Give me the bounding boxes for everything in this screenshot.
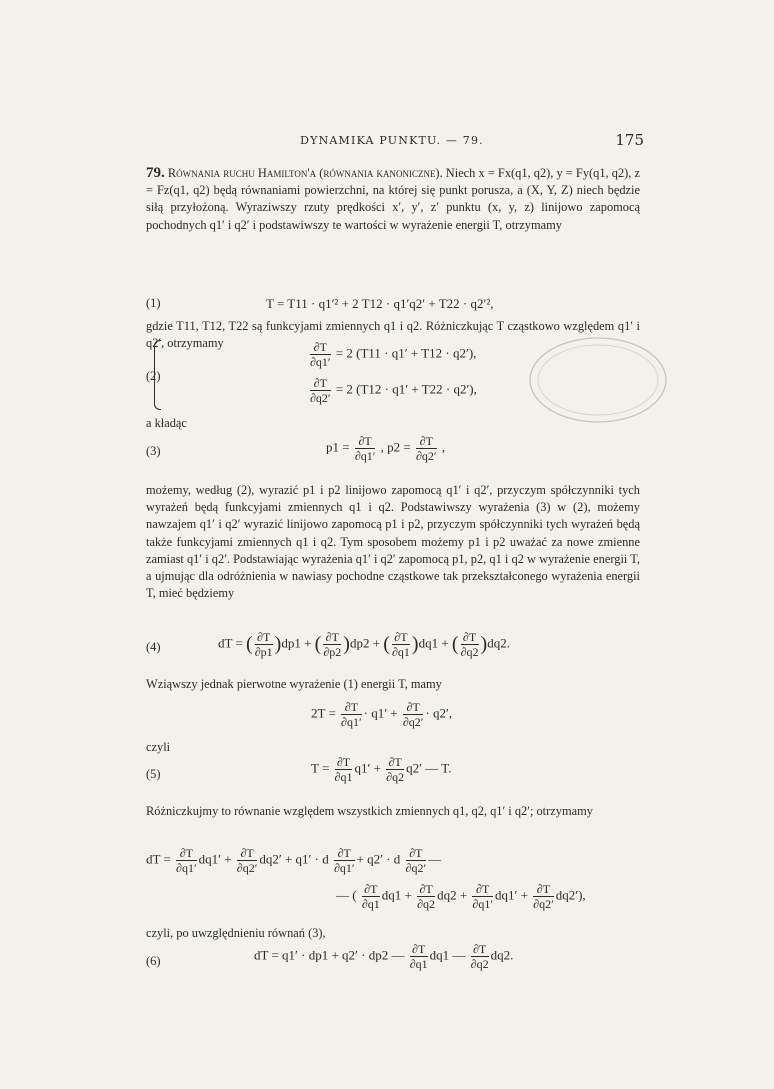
paragraph-8: czyli, po uwzględnieniu równań (3), [146, 926, 326, 940]
equation-number: (6) [146, 954, 161, 968]
fraction: $\frac{\partial T}{\partial q1'}$ [310, 340, 331, 369]
equation-number: (4) [146, 640, 161, 654]
section-title: Równania ruchu Hamilton'a [167, 166, 317, 180]
fraction: $\frac{\partial T}{\partial q2'}$ [310, 376, 331, 405]
equation-6a: dT = $\frac{\partial T}{\partial q1'}$ dq1′ + $\frac{\partial T}{\partial q2'}$ dq2′ + q1′ · d $\frac{\partial T}{\partial q1'}$ + q2′ · d $\frac{\partial T}{\partial q2'}$ — [146, 846, 442, 875]
running-title: DYNAMIKA PUNKTU. — 79. [300, 134, 484, 147]
paragraph-3: a kładąc [146, 416, 187, 430]
equation-number: (5) [146, 767, 161, 781]
equation-1 [146, 290, 640, 320]
equation-3: (3) p1 = $\frac{\partial T}{\partial q1'}$ , p2 = $\frac{\partial T}{\partial q2'}$ , [146, 434, 446, 463]
equation-number: (3) [146, 444, 161, 458]
equation-number: (1) [146, 296, 161, 310]
equation-number: (2) [146, 369, 161, 383]
equation-6b: — ( $\frac{\partial T}{\partial q1}$ dq1 + $\frac{\partial T}{\partial q2}$ dq2 + $\frac{\partial T}{\partial q1'}$ dq1′ + $\frac{\partial T}{\partial q2'}$ dq2′), [336, 882, 586, 911]
equation-rhs: = 2 (T11 · q1′ + T12 · q2′), [335, 345, 477, 361]
equation-rhs: = 2 (T12 · q1′ + T22 · q2′), [335, 381, 477, 397]
section-number: 79. [146, 165, 165, 181]
section-subtitle: (równania kanoniczne). [319, 166, 443, 180]
equation-body: T = T11 · q1′² + 2 T12 · q1′q2′ + T22 · q2′², [266, 296, 494, 311]
equation-5: (5) T = $\frac{\partial T}{\partial q1}$ q1′ + $\frac{\partial T}{\partial q2}$ q2′ — T. [146, 755, 452, 784]
paragraph-2: gdzie T11, T12, T22 są funkcyjami zmiennych q1 i q2. Różniczkując T cząstkowo względem q1′ i q2′, otrzymamy [146, 319, 640, 351]
library-stamp [523, 330, 673, 430]
page-header [140, 131, 644, 151]
paragraph-5: Wziąwszy jednak pierwotne wyrażenie (1) energii T, mamy [146, 677, 442, 691]
section-paragraph-1 [146, 165, 640, 234]
equation-5a: 2T = $\frac{\partial T}{\partial q1'}$ · q1′ + $\frac{\partial T}{\partial q2'}$ · q2′, [311, 700, 453, 729]
equation-4: (4) dT = ( $\frac{\partial T}{\partial p1}$ )dp1 + ( $\frac{\partial T}{\partial p2}$ )dp2 + ( $\frac{\partial T}{\partial q1}$ )dq1 + ( $\frac{\partial T}{\partial q2}$ )dq2. [146, 630, 510, 659]
paragraph-4: możemy, według (2), wyrazić p1 i p2 linijowo zapomocą q1′ i q2′, przyczym spółczynniki tych wyrażeń będą funkcyjami zmiennych q1 i q2. Podstawiwszy wyrażenia (3) w (2), możemy nawzajem q1′ i q2′ wyrazić linijowo zapomocą p1 i p2, przyczym spółczynniki tych wyrażeń będą także funkcyjami zmiennych q1 i q2. Tym sposobem możemy p1 i p2 uważać za nowe zmienne zamiast q1′ i q2′. Podstawiając wyrażenia q1′ i q2′ zapomocą p1, p2, q1 i q2 w wyrażenie energii T, a ujmując dla odróżnienia w nawiasy pochodne cząstkowe tak przekształconego wyrażenia energii T, mieć będziemy [146, 483, 640, 601]
equation-6: (6) dT = q1′ · dp1 + q2′ · dp2 — $\frac{\partial T}{\partial q1}$ dq1 — $\frac{\partial T}{\partial q2}$ dq2. [146, 942, 514, 971]
paragraph-text: Niech x = Fx(q1, q2), y = Fy(q1, q2), z = Fz(q1, q2) będą równaniami powierzchni, na której się punkt porusza, a (X, Y, Z) niech będzie siłą przyłożoną. Wyraziwszy rzuty prędkości x′, y′, z′ punktu (x, y, z) linijowo zapomocą pochodnych q1′ i q2′ i podstawiwszy te wartości w wyrażenie energii T, otrzymamy [146, 166, 640, 232]
page-number: 175 [615, 131, 644, 149]
paragraph-7: Różniczkujmy to równanie względem wszystkich zmiennych q1, q2, q1′ i q2′; otrzymamy [146, 804, 593, 818]
paragraph-6: czyli [146, 740, 171, 754]
